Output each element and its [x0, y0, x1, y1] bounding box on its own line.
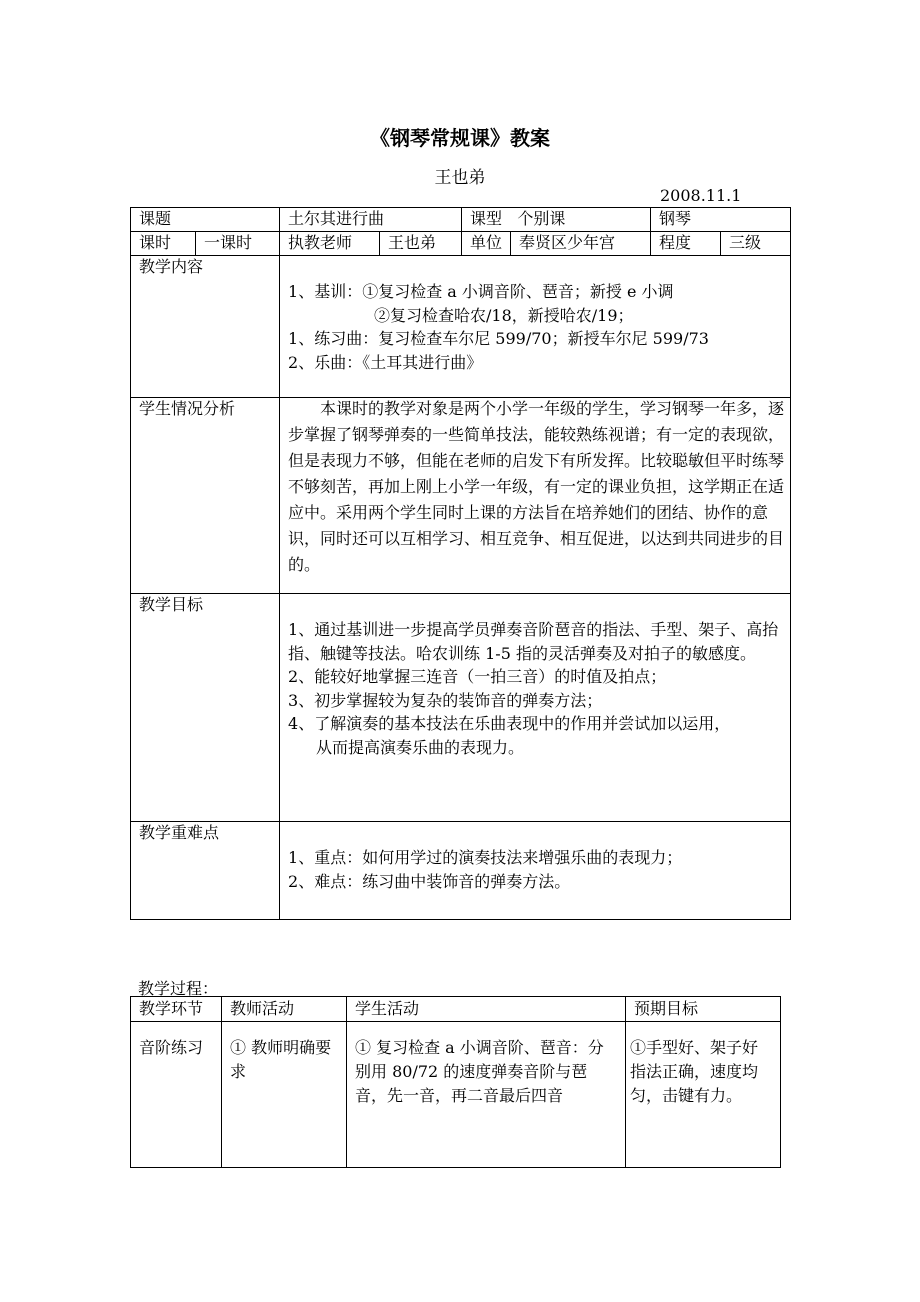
- content-cell: [280, 256, 791, 398]
- value-unit: 奉贤区少年宫: [511, 232, 651, 256]
- process-table: [130, 996, 781, 1168]
- analysis-text: 本课时的教学对象是两个小学一年级的学生，学习钢琴一年多，逐步掌握了钢琴弹奏的一些简单技法，能较熟练视谱；有一定的表现欲，但是表现力不够，但能在老师的启发下有所发挥。比较聪敏但平时练琴不够刻苦，再加上刚上小学一年级，有一定的课业负担，这学期正在适应中。采用两个学生同时上课的方法旨在培养她们的团结、协作的意识，同时还可以互相学习、相互竞争、相互促进，以达到共同进步的目的。: [288, 399, 785, 574]
- goal-line: 3、初步掌握较为复杂的装饰音的弹奏方法；: [288, 690, 603, 710]
- process-goal: ①手型好、架子好 指法正确，速度均匀，击键有力。: [626, 1022, 781, 1168]
- date: 2008.11.1: [660, 186, 742, 205]
- label-teacher: 执教老师: [280, 232, 380, 256]
- page-title: 《钢琴常规课》教案: [370, 126, 550, 150]
- label-level: 程度: [651, 232, 721, 256]
- label-analysis: 学生情况分析: [131, 398, 280, 594]
- process-student: ① 复习检查 a 小调音阶、琶音：分别用 80/72 的速度弹奏音阶与琶音，先一音，再二音最后四音: [347, 1022, 626, 1168]
- analysis-cell: [280, 398, 791, 594]
- label-period: 课时: [131, 232, 196, 256]
- content-line: 1、练习曲：复习检查车尔尼 599/70；新授车尔尼 599/73: [288, 329, 709, 348]
- goal-line: 1、通过基训进一步提高学员弹奏音阶琶音的指法、手型、架子、高抬指、触键等技法。哈农训练 1-5 指的灵活弹奏及对拍子的敏感度。: [288, 620, 779, 663]
- content-line: ②复习检查哈农/18，新授哈农/19；: [374, 305, 634, 325]
- goals-cell: [280, 594, 791, 822]
- header-stage: 教学环节: [131, 997, 222, 1022]
- table-row: [131, 997, 781, 1022]
- process-stage: 音阶练习: [131, 1022, 222, 1168]
- table-row: [131, 594, 791, 822]
- label-topic: 课题: [131, 208, 280, 232]
- label-type: 课型 个别课: [462, 208, 651, 232]
- value-subject: 钢琴: [651, 208, 791, 232]
- value-level: 三级: [721, 232, 791, 256]
- table-row: [131, 398, 791, 594]
- goal-line: 4、了解演奏的基本技法在乐曲表现中的作用并尝试加以运用，: [288, 714, 731, 733]
- table-row: [131, 1022, 781, 1168]
- goal-line: 从而提高演奏乐曲的表现力。: [316, 737, 525, 757]
- label-keypoints: 教学重难点: [131, 822, 280, 920]
- table-row: [131, 232, 791, 256]
- author: 王也弟: [434, 168, 486, 188]
- lesson-info-table: [130, 207, 791, 920]
- table-row: [131, 822, 791, 920]
- header-goal: 预期目标: [626, 997, 781, 1022]
- process-teacher: ① 教师明确要求: [222, 1022, 347, 1168]
- label-unit: 单位: [462, 232, 511, 256]
- keypoint-line: 1、重点：如何用学过的演奏技法来增强乐曲的表现力；: [288, 848, 683, 867]
- process-section-label: 教学过程：: [138, 979, 219, 998]
- header-student: 学生活动: [347, 997, 626, 1022]
- label-content: 教学内容: [131, 256, 280, 398]
- table-row: [131, 256, 791, 398]
- keypoints-cell: [280, 822, 791, 920]
- value-topic: 土尔其进行曲: [280, 208, 462, 232]
- value-teacher: 王也弟: [380, 232, 462, 256]
- label-goals: 教学目标: [131, 594, 280, 822]
- content-line: 1、基训：①复习检查 a 小调音阶、琶音；新授 e 小调: [288, 282, 674, 301]
- table-row: [131, 208, 791, 232]
- content-line: 2、乐曲：《土耳其进行曲》: [288, 352, 483, 372]
- value-period: 一课时: [196, 232, 280, 256]
- header-teacher: 教师活动: [222, 997, 347, 1022]
- goal-line: 2、能较好地掌握三连音（一拍三音）的时值及拍点；: [288, 667, 667, 686]
- keypoint-line: 2、难点：练习曲中装饰音的弹奏方法。: [288, 871, 571, 891]
